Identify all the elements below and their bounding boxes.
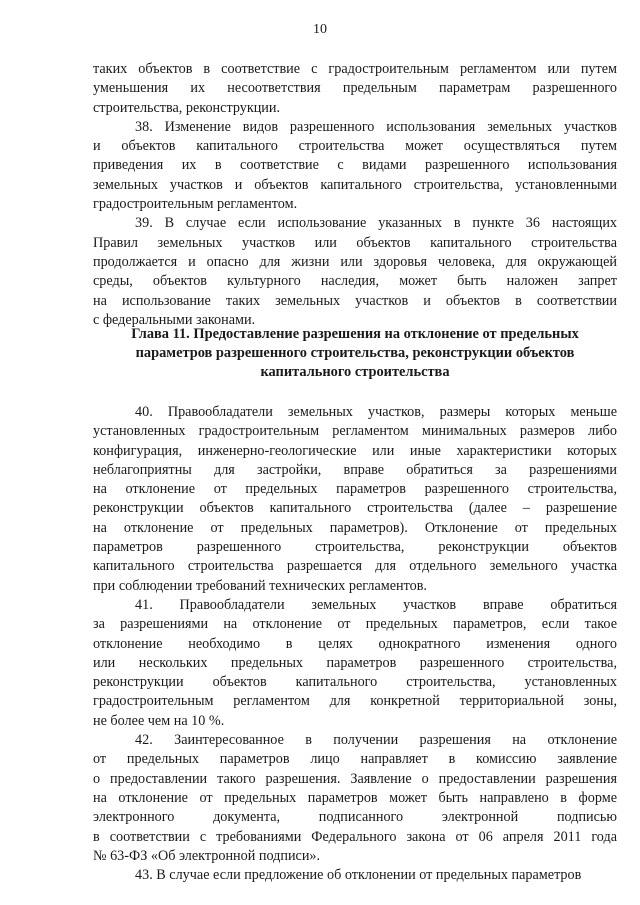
text-line: на отклонение от предельных параметров). Отклонение от предельных [93, 519, 617, 536]
text-line: отклонение необходимо в целях однократного изменения одного [93, 635, 617, 652]
text-line: градостроительным регламентом для конкретной территориальной зоны, [93, 693, 617, 710]
text-line: с федеральными законами. [93, 311, 256, 328]
text-line: установленных градостроительным регламентом минимальных размеров либо [93, 423, 617, 440]
text-line: конфигурация, инженерно-геологические или иные характеристики которых [93, 442, 617, 459]
text-line: уменьшения их несоответствия предельным параметрам разрешенного [93, 80, 617, 97]
text-line: 39. В случае если использование указанных в пункте 36 настоящих [135, 215, 617, 232]
text-line: реконструкции объектов капитального строительства, установленных [93, 674, 617, 691]
text-line: земельных участков и объектов капитального строительства, установленными [93, 176, 617, 193]
text-line: о предоставлении такого разрешения. Заявление о предоставлении разрешения [93, 770, 617, 787]
text-block-lower [93, 403, 617, 885]
chapter-heading-line: капитального строительства [260, 364, 450, 380]
text-line: строительства, реконструкции. [93, 99, 281, 116]
text-line: 40. Правообладатели земельных участков, размеры которых меньше [135, 404, 617, 420]
text-block-upper [93, 60, 617, 330]
text-line: № 63-ФЗ «Об электронной подписи». [93, 847, 321, 864]
text-line: градостроительным регламентом. [93, 196, 298, 213]
text-line: и объектов капитального строительства может осуществляться путем [93, 138, 617, 155]
chapter-heading-line: параметров разрешенного строительства, реконструкции объектов [135, 345, 575, 361]
text-line: в соответствии с требованиями Федерального закона от 06 апреля 2011 года [93, 828, 617, 845]
page-number: 10 [313, 22, 327, 37]
text-line: электронного документа, подписанного электронной подписью [93, 809, 617, 826]
text-line: таких объектов в соответствие с градостроительным регламентом или путем [93, 61, 617, 77]
text-line: среды, объектов культурного наследия, может быть наложен запрет [93, 273, 617, 290]
text-line: на отклонение от предельных параметров может быть направлено в форме [93, 789, 617, 806]
text-line: реконструкции объектов капитального строительства (далее – разрешение [93, 500, 617, 517]
text-line: не более чем на 10 %. [93, 712, 225, 729]
text-line: 41. Правообладатели земельных участков вправе обратиться [135, 596, 617, 613]
chapter-heading-line: Глава 11. Предоставление разрешения на отклонение от предельных [131, 326, 579, 342]
text-line: параметров разрешенного строительства, реконструкции объектов [93, 539, 617, 556]
text-line: приведения их в соответствие с видами разрешенного использования [93, 157, 617, 174]
text-line: продолжается и опасно для жизни или здоровья человека, для окружающей [93, 253, 617, 270]
text-line: или нескольких предельных параметров разрешенного строительства, [93, 654, 617, 671]
text-line: на использование таких земельных участков и объектов в соответствии [93, 292, 617, 309]
text-line: на отклонение от предельных параметров разрешенного строительства, [93, 481, 617, 498]
text-line: 38. Изменение видов разрешенного использования земельных участков [135, 118, 617, 135]
text-line: Правил земельных участков или объектов капитального строительства [93, 234, 617, 251]
text-line: 43. В случае если предложение об отклонении от предельных параметров [135, 867, 582, 884]
text-line: капитального строительства разрешается для отдельного земельного участка [93, 558, 617, 575]
text-line: при соблюдении требований технических регламентов. [93, 577, 427, 594]
chapter-heading [93, 325, 617, 382]
text-line: за разрешениями на отклонение от предельных параметров, если такое [93, 616, 617, 633]
text-line: от предельных параметров лицо направляет в комиссию заявление [93, 751, 617, 768]
text-line: неблагоприятны для застройки, вправе обратиться за разрешениями [93, 461, 617, 478]
text-line: 42. Заинтересованное в получении разрешения на отклонение [135, 732, 617, 749]
